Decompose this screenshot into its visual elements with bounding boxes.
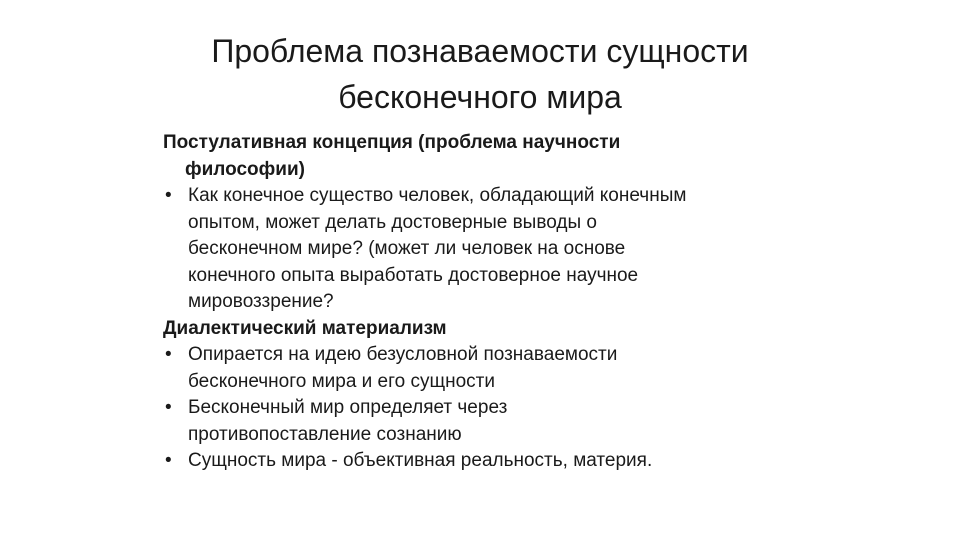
bullet-line: мировоззрение? <box>188 291 334 312</box>
bullet-item <box>163 183 823 316</box>
bullet-item <box>163 342 823 395</box>
bullet-line: Как конечное существо человек, обладающий конечным <box>188 185 687 206</box>
bullet-item <box>163 448 823 475</box>
bullet-icon: • <box>165 450 172 471</box>
bullet-line: Бесконечный мир определяет через <box>188 397 508 418</box>
bullet-line: Опирается на идею безусловной познаваемости <box>188 344 618 365</box>
bullet-icon: • <box>165 344 172 365</box>
heading-line: философии) <box>185 158 305 180</box>
bullet-icon: • <box>165 185 172 206</box>
bullet-line: конечного опыта выработать достоверное научное <box>188 264 639 286</box>
bullet-icon: • <box>165 397 172 418</box>
section-heading-dialectical <box>163 316 823 343</box>
title-line: бесконечного мира <box>338 79 622 115</box>
slide-body <box>163 130 823 475</box>
bullet-line: противопоставление сознанию <box>188 423 462 445</box>
title-line: Проблема познаваемости сущности <box>211 33 749 69</box>
section-heading-postulative <box>163 130 823 183</box>
bullet-line: опытом, может делать достоверные выводы о <box>188 211 597 233</box>
bullet-line: бесконечном мире? (может ли человек на основе <box>188 238 626 259</box>
bullet-line: Сущность мира - объективная реальность, материя. <box>188 450 653 471</box>
bullet-item <box>163 395 823 448</box>
heading-line: Постулативная концепция (проблема научности <box>163 132 621 153</box>
bullet-line: бесконечного мира и его сущности <box>188 370 495 392</box>
heading-line: Диалектический материализм <box>163 317 447 339</box>
slide-title <box>120 28 840 120</box>
